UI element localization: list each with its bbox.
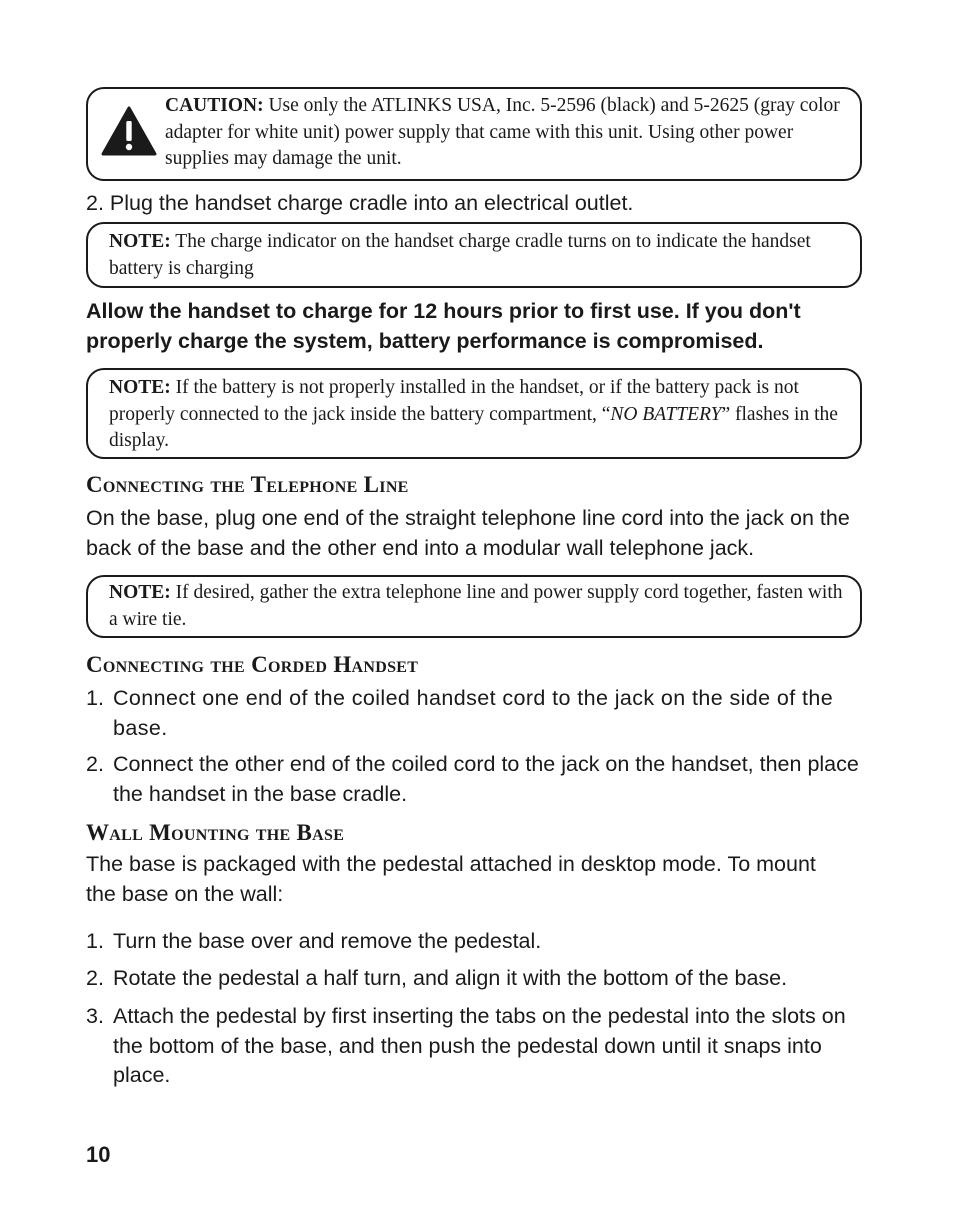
caution-text <box>165 93 860 173</box>
note-label: NOTE: <box>109 582 171 603</box>
caution-body: Use only the ATLINKS USA, Inc. 5-2596 (black) and 5-2625 (gray color adapter for white unit) power supply that came with this unit. Using other power supplies may damage the unit. <box>165 95 840 169</box>
list-item <box>86 750 876 809</box>
caution-box <box>86 87 862 181</box>
step-plug-outlet: 2. Plug the handset charge cradle into an electrical outlet. <box>86 191 634 215</box>
note-box-battery <box>86 368 862 459</box>
list-item <box>86 1002 876 1091</box>
list-text: Turn the base over and remove the pedestal. <box>113 929 542 953</box>
list-text: Rotate the pedestal a half turn, and align it with the bottom of the base. <box>113 966 788 990</box>
list-number: 2. <box>86 966 104 990</box>
heading-telephone-line: Connecting the Telephone Line <box>86 472 409 497</box>
charge-warning: Allow the handset to charge for 12 hours prior to first use. If you don't properly charge the system, battery performance is compromised. <box>86 299 801 353</box>
wall-mounting-intro: The base is packaged with the pedestal attached in desktop mode. To mount the base on the wall: <box>86 852 816 906</box>
note-box-charge-indicator <box>86 222 862 288</box>
note-label: NOTE: <box>109 377 171 398</box>
telephone-line-text: On the base, plug one end of the straight telephone line cord into the jack on the back of the base and the other end into a modular wall telephone jack. <box>86 506 850 560</box>
note-body: The charge indicator on the handset charge cradle turns on to indicate the handset battery is charging <box>109 231 811 279</box>
note-label: NOTE: <box>109 231 171 252</box>
note-text <box>109 375 849 455</box>
note-text <box>109 229 849 282</box>
display-message: NO BATTERY <box>610 403 722 425</box>
note-body-before: If the battery is not properly installed in the handset, or if the battery pack is not properly connected to the jack inside the battery compartment, “ <box>109 377 799 425</box>
heading-wall-mounting: Wall Mounting the Base <box>86 820 345 845</box>
list-text: Attach the pedestal by first inserting the tabs on the pedestal into the slots on the bottom of the base, and then push the pedestal down until it snaps into place. <box>113 1004 846 1087</box>
note-body-after: ” flashes in the display. <box>109 403 838 451</box>
list-text: Connect one end of the coiled handset cord to the jack on the side of the base. <box>113 686 834 740</box>
list-text: Connect the other end of the coiled cord to the jack on the handset, then place the handset in the base cradle. <box>113 752 859 806</box>
heading-corded-handset: Connecting the Corded Handset <box>86 652 419 677</box>
list-number: 3. <box>86 1004 104 1028</box>
list-number: 1. <box>86 929 104 953</box>
list-item <box>86 964 876 994</box>
list-number: 2. <box>86 752 104 776</box>
warning-icon <box>100 105 158 157</box>
caution-label: CAUTION: <box>165 95 264 116</box>
note-body: If desired, gather the extra telephone line and power supply cord together, fasten with a wire tie. <box>109 582 843 630</box>
list-number: 1. <box>86 686 104 710</box>
note-box-wire-tie <box>86 575 862 638</box>
page-number: 10 <box>86 1142 111 1167</box>
list-item <box>86 927 876 957</box>
list-item <box>86 684 876 743</box>
note-text <box>109 580 849 633</box>
